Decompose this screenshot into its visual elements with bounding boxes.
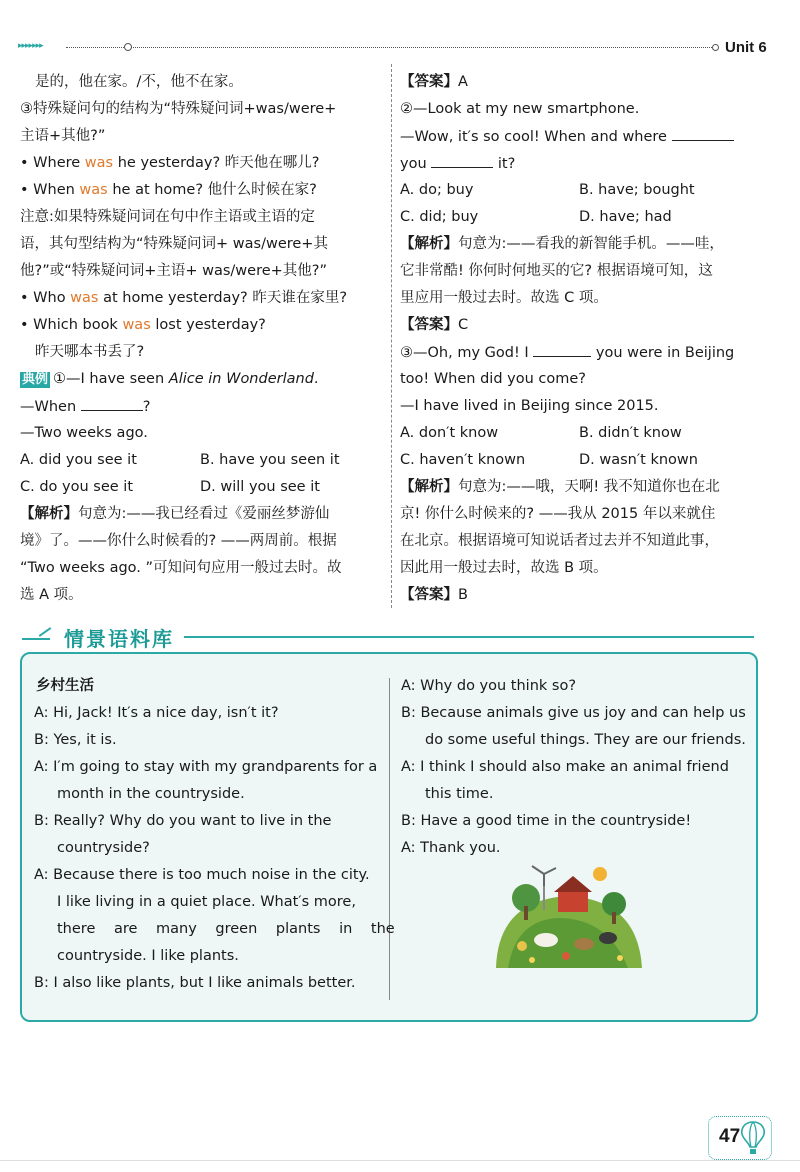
question-2-line-3: you it? bbox=[400, 153, 515, 174]
dialog-line: A: Because there is too much noise in the city. bbox=[34, 867, 370, 883]
dialog-line: B: Really? Why do you want to live in the bbox=[34, 813, 332, 829]
answer-blank[interactable] bbox=[81, 396, 143, 411]
dianli-badge: 典例 bbox=[22, 372, 49, 387]
dialog-line: countryside? bbox=[57, 840, 150, 856]
dialog-line: A: I′m going to stay with my grandparents for a bbox=[34, 759, 378, 775]
title-deco-left bbox=[22, 638, 50, 640]
answer-label: 【答案】 bbox=[400, 587, 458, 603]
analysis-3: 【解析】句意为:——哦，天啊! 我不知道你也在北 bbox=[400, 479, 720, 495]
question-3-line-3: —I have lived in Beijing since 2015. bbox=[400, 398, 659, 414]
analysis-2: 【解析】句意为:——看我的新智能手机。——哇， bbox=[400, 236, 724, 252]
highlight-was: was bbox=[79, 182, 108, 198]
dialog-line: this time. bbox=[425, 786, 494, 802]
analysis-1-line-4: 选 A 项。 bbox=[20, 587, 83, 603]
analysis-3-line-3: 在北京。根据语境可知说话者过去并不知道此事， bbox=[400, 533, 719, 549]
answer-label: 【答案】 bbox=[400, 317, 458, 333]
dialog-line: B: Have a good time in the countryside! bbox=[401, 813, 692, 829]
dialog-line: countryside. I like plants. bbox=[57, 948, 239, 964]
example-which: • Which book was lost yesterday? bbox=[20, 317, 266, 333]
column-divider bbox=[391, 64, 392, 608]
question-2: ②—Look at my new smartphone. bbox=[400, 101, 640, 117]
question-2-line-2: —Wow, it′s so cool! When and where bbox=[400, 126, 734, 147]
hot-air-balloon-icon bbox=[740, 1121, 766, 1155]
header-dotted-line bbox=[66, 47, 718, 48]
option-c: C. do you see it bbox=[20, 479, 133, 495]
question-3-line-2: too! When did you come? bbox=[400, 371, 586, 387]
example-who: • Who was at home yesterday? 昨天谁在家里? bbox=[20, 290, 348, 306]
header-dot-left bbox=[124, 43, 132, 51]
page-number: 47 bbox=[719, 1126, 741, 1147]
left-line-2: ③特殊疑问句的结构为“特殊疑问词+was/were+ bbox=[20, 101, 337, 117]
left-line-1: 是的，他在家。/不，他不在家。 bbox=[35, 74, 243, 90]
dialog-line: A: Why do you think so? bbox=[401, 678, 577, 694]
question-1-when: —When ? bbox=[20, 396, 150, 417]
analysis-1: 【解析】句意为:——我已经看过《爱丽丝梦游仙 bbox=[20, 506, 330, 522]
header-dot-right bbox=[712, 44, 719, 51]
example-where: • Where was he yesterday? 昨天他在哪儿? bbox=[20, 155, 320, 171]
option-d: D. will you see it bbox=[200, 479, 320, 495]
analysis-3-line-4: 因此用一般过去时，故选 B 项。 bbox=[400, 560, 608, 576]
option-c: C. haven′t known bbox=[400, 452, 526, 468]
answer-blank[interactable] bbox=[533, 342, 591, 357]
title-deco-right bbox=[184, 636, 754, 638]
answer-label: 【答案】 bbox=[400, 74, 458, 90]
dialog-line: do some useful things. They are our friends. bbox=[425, 732, 746, 748]
answer-2: 【答案】C bbox=[400, 317, 469, 333]
option-b: B. have; bought bbox=[579, 182, 695, 198]
analysis-1-line-3: “Two weeks ago. ”可知问句应用一般过去时。故 bbox=[20, 560, 342, 576]
answer-blank[interactable] bbox=[431, 153, 493, 168]
book-title: Alice in Wonderland bbox=[168, 371, 314, 387]
dialog-line: A: I think I should also make an animal friend bbox=[401, 759, 729, 775]
analysis-2-line-3: 里应用一般过去时。故选 C 项。 bbox=[400, 290, 608, 306]
highlight-was: was bbox=[84, 155, 114, 171]
example-when: • When was he at home? 他什么时候在家? bbox=[20, 182, 317, 198]
scenario-subtitle: 乡村生活 bbox=[36, 678, 94, 694]
example-which-translation: 昨天哪本书丢了? bbox=[35, 344, 145, 360]
scenario-title: 情景语料库 bbox=[64, 627, 174, 651]
dialog-line: B: Because animals give us joy and can help us bbox=[401, 705, 746, 721]
option-a: A. don′t know bbox=[400, 425, 499, 441]
option-d: D. wasn′t known bbox=[579, 452, 698, 468]
unit-label: Unit 6 bbox=[725, 39, 767, 56]
option-c: C. did; buy bbox=[400, 209, 479, 225]
analysis-3-line-2: 京! 你什么时候来的? ——我从 2015 年以来就住 bbox=[400, 506, 716, 522]
note-line-3: 他?”或“特殊疑问词+主语+ was/were+其他?” bbox=[20, 263, 328, 279]
answer-1: 【答案】A bbox=[400, 74, 468, 90]
dialog-line: A: Hi, Jack! It′s a nice day, isn′t it? bbox=[34, 705, 279, 721]
answer-3: 【答案】B bbox=[400, 587, 468, 603]
option-a: A. do; buy bbox=[400, 182, 474, 198]
analysis-label: 【解析】 bbox=[400, 479, 458, 495]
dialog-line: B: Yes, it is. bbox=[34, 732, 117, 748]
dialog-line: A: Thank you. bbox=[401, 840, 501, 856]
left-line-3: 主语+其他?” bbox=[20, 128, 106, 144]
option-b: B. have you seen it bbox=[200, 452, 340, 468]
analysis-1-line-2: 境》了。——你什么时候看的? ——两周前。根据 bbox=[20, 533, 337, 549]
note-line-2: 语，其句型结构为“特殊疑问词+ was/were+其 bbox=[20, 236, 328, 252]
analysis-2-line-2: 它非常酷! 你何时何地买的它? 根据语境可知，这 bbox=[400, 263, 713, 279]
analysis-label: 【解析】 bbox=[400, 236, 458, 252]
question-3: ③—Oh, my God! I you were in Beijing bbox=[400, 342, 734, 363]
footer-line bbox=[0, 1160, 800, 1161]
option-a: A. did you see it bbox=[20, 452, 137, 468]
note-line-1: 注意:如果特殊疑问词在句中作主语或主语的定 bbox=[20, 209, 315, 225]
dialog-line: B: I also like plants, but I like animals better. bbox=[34, 975, 356, 991]
title-deco-left-slash bbox=[39, 627, 52, 637]
highlight-was: was bbox=[122, 317, 151, 333]
answer-blank[interactable] bbox=[672, 126, 734, 141]
dialog-line: I like living in a quiet place. What′s more, bbox=[57, 894, 356, 910]
analysis-label: 【解析】 bbox=[20, 506, 78, 522]
highlight-was: was bbox=[70, 290, 99, 306]
option-d: D. have; had bbox=[579, 209, 672, 225]
dialog-line: there are many green plants in the bbox=[57, 921, 395, 937]
question-1-reply: —Two weeks ago. bbox=[20, 425, 148, 441]
option-b: B. didn′t know bbox=[579, 425, 682, 441]
countryside-illustration bbox=[488, 860, 648, 970]
question-1: 典例 ①—I have seen Alice in Wonderland. bbox=[22, 371, 319, 387]
dialog-line: month in the countryside. bbox=[57, 786, 245, 802]
box-column-divider bbox=[389, 678, 390, 1000]
header-arrows: ▸▸▸▸▸▸▸ bbox=[18, 41, 43, 51]
